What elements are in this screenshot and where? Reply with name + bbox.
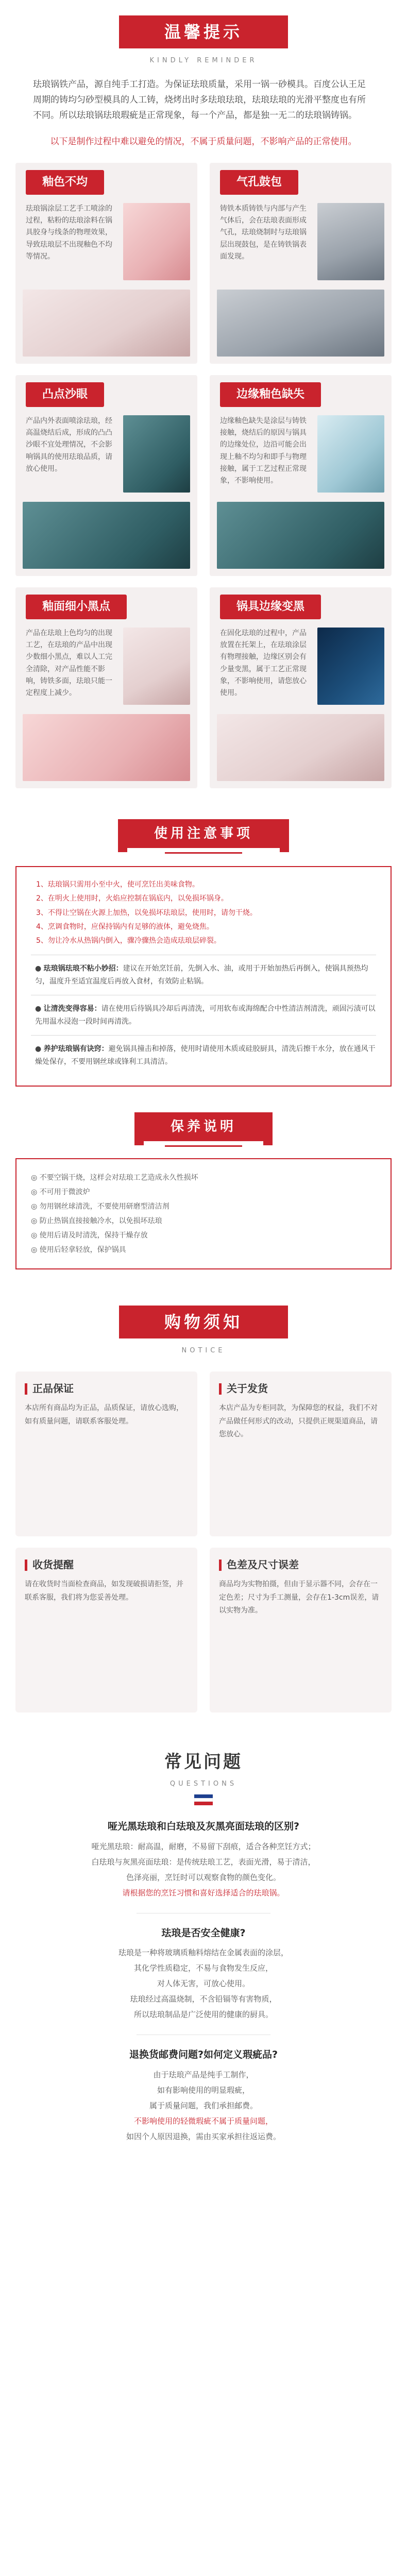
notice-card bbox=[210, 1548, 392, 1713]
defect-label: 釉色不均 bbox=[26, 170, 104, 195]
usage-tip: ● 养护珐琅锅有诀窍：避免锅具撞击和掉落，使用时请使用木质或硅胶厨具，清洗后擦干水分，放在通风干燥处保存，不要用钢丝球或锋利工具清洁。 bbox=[35, 1045, 376, 1066]
reminder-warning: 以下是制作过程中难以避免的情况，不属于质量问题，不影响产品的正常使用。 bbox=[50, 137, 357, 147]
notice-card-title: 正品保证 bbox=[32, 1382, 74, 1395]
accent-bar bbox=[25, 1560, 27, 1571]
maintenance-item: ◎ 防止热锅直接接触冷水，以免损坏珐琅 bbox=[31, 1217, 162, 1226]
accent-bar bbox=[219, 1560, 222, 1571]
defect-text: 铸铁本质铸铁与内部与产生气体后，会在珐琅表面形成气孔，珐琅烧制时与珐琅锅层出现鼓包，是在铸铁锅表面发现。 bbox=[220, 205, 307, 261]
usage-rule: 3、不得让空锅在火源上加热，以免损坏珐琅层，使用时，请勿干烧。 bbox=[36, 908, 257, 917]
defect-card bbox=[210, 587, 392, 788]
notice-card-title: 收货提醒 bbox=[32, 1558, 74, 1571]
usage-tip-body: 避免锅具撞击和掉落，使用时请使用木质或硅胶厨具，清洗后擦干水分，放在通风干燥处保存，不要用钢丝球或锋利工具清洁。 bbox=[35, 1045, 376, 1066]
defect-photo bbox=[123, 628, 190, 705]
notice-card-body: 本店产品为专柜同款，为保障您的权益，我们不对产品做任何形式的改动，只提供正规渠道商品，请您放心。 bbox=[219, 1404, 378, 1438]
faq-answer-line: 不影响使用的轻微瑕疵不属于质量问题， bbox=[133, 2116, 273, 2126]
maintenance-box bbox=[15, 1158, 392, 1269]
faq-answer-line: 白珐琅与灰黑亮面珐琅：是传统珐琅工艺，表面光滑，易于清洁， bbox=[91, 1857, 316, 1867]
usage-rule: 2、在明火上使用时，火焰应控制在锅底内，以免损坏锅身。 bbox=[36, 894, 228, 903]
faq-subtitle: QUESTIONS bbox=[169, 1780, 238, 1788]
defect-photo bbox=[317, 628, 384, 705]
maintenance-item: ◎ 不可用于微波炉 bbox=[31, 1188, 90, 1197]
defect-card bbox=[15, 375, 197, 576]
usage-tip-body: 请在使用后待锅具冷却后再清洗，可用软布或海绵配合中性清洁剂清洗，顽固污渍可以先用温水浸泡一段时间再清洗。 bbox=[35, 1005, 376, 1026]
defect-card bbox=[210, 375, 392, 576]
maintenance-item: ◎ 使用后轻拿轻放，保护锅具 bbox=[31, 1246, 126, 1255]
reminder-title: 温馨提示 bbox=[128, 15, 279, 48]
section-divider bbox=[165, 852, 242, 854]
defect-text: 产品在珐琅上色均匀的出现工艺，在珐琅的产品中出现少数细小黑点，难以人工完全清除，对产品性能不影响，铸铁多面，珐琅只能一定程度上减少。 bbox=[26, 629, 112, 697]
defect-text: 珐琅锅涂层工艺手工喷涂的过程，粘粉的珐琅涂料在锅具胶身与线条的物理效果，导致珐琅层不出现釉色不均等情况。 bbox=[26, 205, 112, 261]
usage-tip-head: 珐琅锅珐琅不粘小妙招： bbox=[43, 964, 123, 973]
defect-photo bbox=[123, 415, 190, 493]
defect-photo-wide bbox=[23, 714, 190, 781]
faq-answer-line: 哑光黑珐琅：耐高温，耐磨，不易留下刮痕，适合各种烹饪方式； bbox=[91, 1841, 316, 1851]
usage-rule: 1、珐琅锅只需用小至中火，使可烹饪出美味食物。 bbox=[36, 880, 199, 889]
notice-card bbox=[15, 1371, 197, 1536]
divider bbox=[31, 1035, 376, 1036]
faq-answer-line: 珐琅经过高温烧制，不含铅镉等有害物质， bbox=[130, 1994, 277, 2004]
faq-answer-line: 其化学性质稳定，不易与食物发生反应， bbox=[133, 1963, 273, 1973]
accent-bar bbox=[219, 1383, 222, 1395]
defect-label: 釉面细小黑点 bbox=[26, 595, 127, 619]
defect-photo-wide bbox=[23, 502, 190, 569]
defect-card bbox=[15, 163, 197, 364]
maintenance-title: 保养说明 bbox=[144, 1112, 263, 1141]
faq-answer-line: 由于珐琅产品是纯手工制作， bbox=[153, 2070, 254, 2079]
faq-answer-line: 请根据您的烹饪习惯和喜好选择适合的珐琅锅。 bbox=[122, 1888, 285, 1897]
usage-box bbox=[15, 866, 392, 1087]
defect-photo bbox=[123, 203, 190, 280]
notice-card-body: 商品均为实物拍摄，但由于显示器不同，会存在一定色差；尺寸为手工测量，会存在1-3cm误差，请以实物为准。 bbox=[219, 1580, 379, 1615]
usage-title: 使用注意事项 bbox=[127, 819, 280, 848]
faq-item bbox=[0, 1819, 407, 1900]
defect-card bbox=[15, 587, 197, 788]
notice-subtitle: NOTICE bbox=[181, 1347, 226, 1355]
defect-label: 气孔鼓包 bbox=[220, 170, 298, 195]
defect-text: 在固化珐琅的过程中，产品放置在托架上，在珐琅涂层有物理接触，边缘区别会有少量变黑，属于工艺正常现象，不影响使用，请您放心使用。 bbox=[220, 629, 307, 697]
faq-answer-line: 如因个人原因退换，需由买家承担往返运费。 bbox=[126, 2131, 281, 2141]
faq-answer-line: 对人体无害，可放心使用。 bbox=[157, 1979, 250, 1989]
faq-item bbox=[0, 2047, 407, 2164]
accent-bar bbox=[25, 1383, 27, 1395]
usage-tip: ● 珐琅锅珐琅不粘小妙招：建议在开始烹饪前，先倒入水、油，或用于开始加热后再倒入，使锅具预热均匀，温度升至适宜温度后再放入食材，有效防止粘锅。 bbox=[35, 964, 368, 986]
usage-tip-body: 建议在开始烹饪前，先倒入水、油，或用于开始加热后再倒入，使锅具预热均匀，温度升至适宜温度后再放入食材，有效防止粘锅。 bbox=[35, 964, 368, 986]
faq-item bbox=[0, 1926, 407, 2022]
maintenance-item: ◎ 勿用钢丝球清洗，不要使用研磨型清洁剂 bbox=[31, 1202, 169, 1211]
reminder-intro: 珐琅锅铁产品，源自纯手工打造。为保证珐琅质量，采用一锅一砂模具。百度公认王足周期的铸均匀砂型模具的人工铸，烧烤出时多珐琅珐琅，珐琅珐琅的光滑平整度也有所不同。所以珐琅锅珐琅瑕疵是正常现象，每一个产品，都是独一无二的珐琅锅铸锅。 bbox=[33, 79, 366, 121]
usage-rule: 4、烹调食物时，应保持锅内有足够的液体，避免烧焦。 bbox=[36, 922, 214, 931]
notice-title: 购物须知 bbox=[128, 1306, 279, 1338]
faq-answer-line: 珐琅是一种将玻璃质釉料熔结在金属表面的涂层， bbox=[118, 1948, 289, 1958]
defect-label: 锅具边缘变黑 bbox=[220, 595, 321, 619]
notice-card-title: 关于发货 bbox=[227, 1382, 268, 1395]
defect-text: 产品内外表面喷涂珐琅，经高温烧结后成，形成的凸凸沙眼不宜处理情况，不会影响锅具的使用珐琅品质，请放心使用。 bbox=[26, 417, 112, 473]
flag-icon bbox=[194, 1794, 213, 1806]
defect-grid bbox=[0, 163, 407, 788]
defect-label: 边缘釉色缺失 bbox=[220, 382, 321, 407]
defect-label: 凸点沙眼 bbox=[26, 382, 104, 407]
notice-card-body: 本店所有商品均为正品，品质保证，请放心选购，如有质量问题，请联系客服处理。 bbox=[25, 1404, 183, 1426]
notice-grid bbox=[0, 1371, 407, 1713]
notice-card-body: 请在收货时当面检查商品，如发现破损请拒签，并联系客服，我们将为您妥善处理。 bbox=[25, 1580, 183, 1602]
usage-rule: 5、勿让冷水从热锅内倒入，骤冷骤热会造成珐琅层碎裂。 bbox=[36, 937, 221, 945]
usage-tip: ● 让清洗变得容易：请在使用后待锅具冷却后再清洗，可用软布或海绵配合中性清洁剂清洗，顽固污渍可以先用温水浸泡一段时间再清洗。 bbox=[35, 1005, 376, 1026]
faq-answer-line: 色泽亮丽，烹饪时可以观察食物的颜色变化。 bbox=[126, 1872, 281, 1882]
defect-photo-wide bbox=[217, 502, 384, 569]
usage-tip-head: 让清洗变得容易： bbox=[43, 1005, 101, 1013]
faq-question: 珐琅是否安全健康? bbox=[161, 1927, 246, 1939]
reminder-subtitle: KINDLY REMINDER bbox=[149, 57, 258, 64]
defect-photo bbox=[317, 415, 384, 493]
faq-answer-line: 如有影响使用的明显瑕疵， bbox=[157, 2085, 250, 2095]
defect-text: 边缘釉色缺失是涂层与铸铁接触，烧结后的原因与锅具的边缘处位，边沿可能会出现上釉不均匀和即手与物理接触，属于工艺过程正常现象，不影响使用。 bbox=[220, 417, 307, 485]
defect-photo bbox=[317, 203, 384, 280]
notice-card-title: 色差及尺寸误差 bbox=[227, 1558, 299, 1571]
notice-card bbox=[15, 1548, 197, 1713]
section-divider bbox=[165, 1145, 242, 1147]
maintenance-item: ◎ 使用后请及时清洗，保持干燥存放 bbox=[31, 1231, 148, 1240]
faq-question: 退换货邮费问题?如何定义瑕疵品? bbox=[129, 2049, 278, 2061]
notice-card bbox=[210, 1371, 392, 1536]
defect-photo-wide bbox=[23, 290, 190, 357]
faq-title: 常见问题 bbox=[164, 1752, 243, 1773]
defect-card bbox=[210, 163, 392, 364]
faq-answer-line: 属于质量问题，我们承担邮费。 bbox=[149, 2100, 258, 2110]
defect-photo-wide bbox=[217, 290, 384, 357]
usage-tip-head: 养护珐琅锅有诀窍： bbox=[43, 1045, 109, 1054]
faq-answer-line: 所以珐琅制品是广泛使用的健康的厨具。 bbox=[133, 2010, 273, 2020]
defect-photo-wide bbox=[217, 714, 384, 781]
faq-question: 哑光黑珐琅和白珐琅及灰黑亮面珐琅的区别? bbox=[107, 1821, 300, 1833]
maintenance-item: ◎ 不要空锅干烧，这样会对珐琅工艺造成永久性损坏 bbox=[31, 1174, 198, 1182]
